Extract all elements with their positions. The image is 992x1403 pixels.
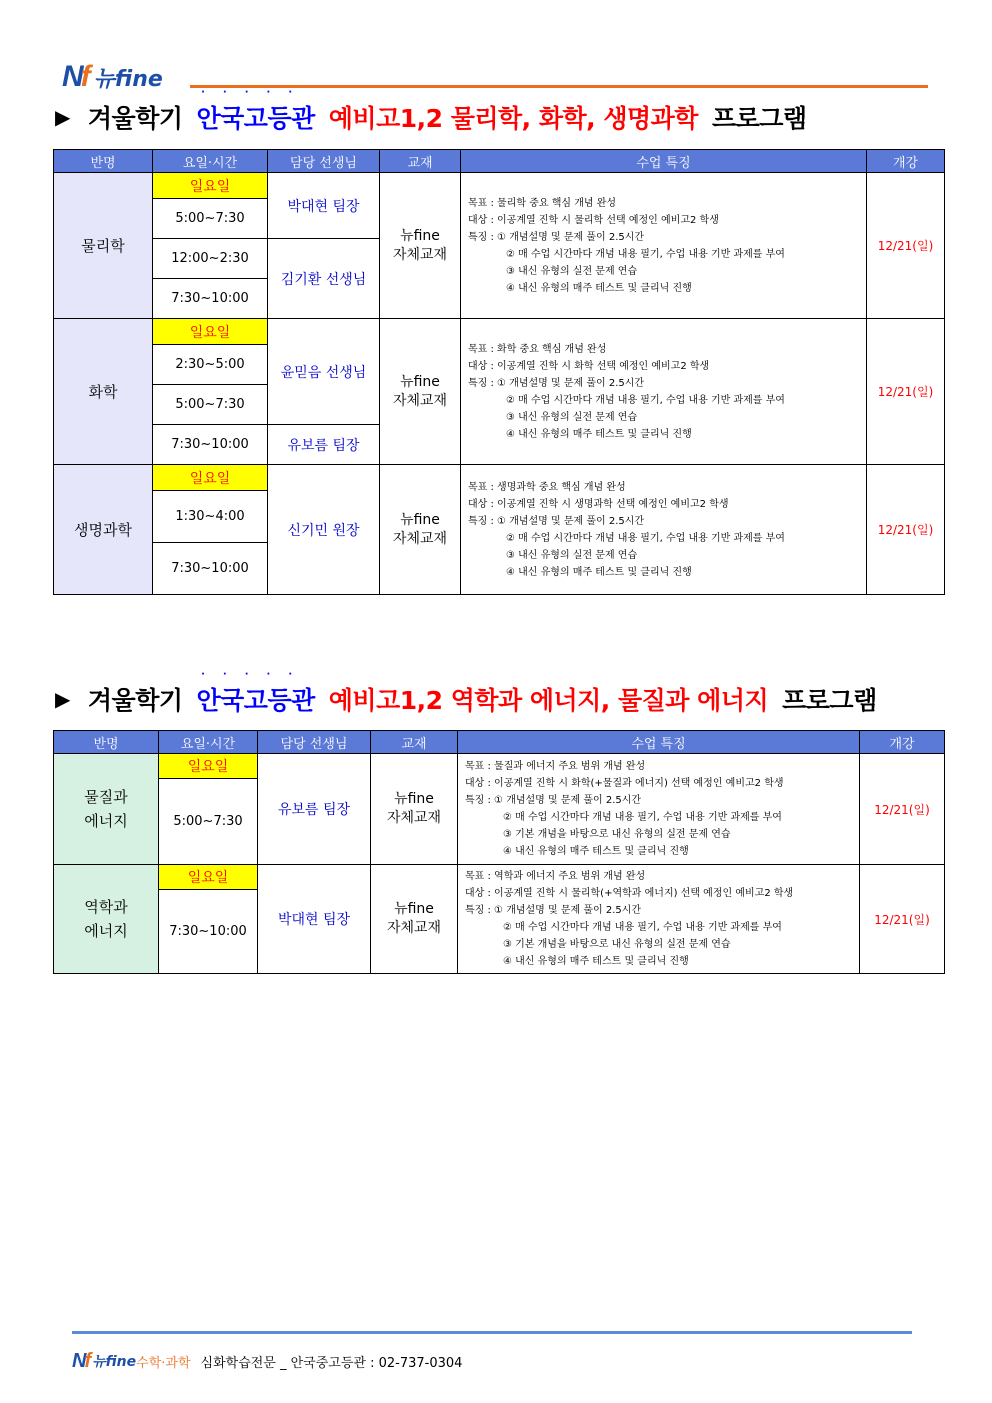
teacher-cell: 신기민 원장 [268, 465, 380, 595]
header-logo [62, 60, 163, 94]
open-date: 12/21(일) [867, 173, 945, 319]
emphasis-dots-icon: ····· [201, 669, 311, 680]
time-cell: 2:30~5:00 [153, 345, 268, 385]
teacher-cell: 윤믿음 선생님 [268, 319, 380, 425]
logo-mark: Nf [62, 60, 88, 93]
time-cell: 7:30~10:00 [153, 543, 268, 595]
logo-text: 뉴fine [93, 66, 163, 92]
table-row [54, 865, 945, 890]
header-class: 반명 [54, 731, 159, 754]
class-name: 역학과 에너지 [54, 865, 159, 974]
section2-title-branch: ····· 안국고등관 [196, 669, 315, 715]
book-cell: 뉴fine 자체교재 [380, 173, 461, 319]
class-name: 물질과 에너지 [54, 754, 159, 865]
time-cell: 12:00~2:30 [153, 239, 268, 279]
footer-subject: 수학·과학 [136, 1355, 191, 1371]
day-cell: 일요일 [153, 319, 268, 345]
section1-title-suffix: 프로그램 [711, 104, 807, 133]
footer-logo-text: 뉴fine [92, 1354, 137, 1370]
table-header-row [54, 731, 945, 754]
time-cell: 5:00~7:30 [153, 385, 268, 425]
header-book: 교재 [380, 150, 461, 173]
day-cell: 일요일 [159, 865, 258, 890]
time-cell: 7:30~10:00 [153, 425, 268, 465]
footer-divider [72, 1331, 912, 1334]
header-open: 개강 [860, 731, 945, 754]
teacher-cell: 박대현 팀장 [258, 865, 371, 974]
section1-title-prefix: 겨울학기 [87, 104, 183, 133]
header-teacher: 담당 선생님 [268, 150, 380, 173]
open-date: 12/21(일) [860, 865, 945, 974]
section2-title-prefix: 겨울학기 [87, 686, 183, 715]
header-book: 교재 [371, 731, 458, 754]
day-cell: 일요일 [153, 173, 268, 199]
triangle-bullet-icon: ▶ [55, 687, 70, 711]
book-cell: 뉴fine 자체교재 [371, 754, 458, 865]
footer-description: 심화학습전문 _ 안국중고등관 : 02-737-0304 [200, 1355, 463, 1371]
section1-title-branch: ····· 안국고등관 [196, 87, 315, 133]
features-cell: 목표 : 화학 중요 핵심 개념 완성 대상 : 이공계열 진학 시 화학 선택 예정인 예비고2 학생 특징 : ① 개념설명 및 문제 풀이 2.5시간 ② 매 수업 시간마다 개념 내용 필기, 수업 내용 기반 과제를 부여 ③ 내신 유형의 실전 문제 연습 ④ 내신 유형의 매주 테스트 및 클리닉 진행 [461, 319, 867, 465]
teacher-cell: 유보름 팀장 [268, 425, 380, 465]
header-features: 수업 특징 [461, 150, 867, 173]
features-cell: 목표 : 생명과학 중요 핵심 개념 완성 대상 : 이공계열 진학 시 생명과학 선택 예정인 예비고2 학생 특징 : ① 개념설명 및 문제 풀이 2.5시간 ② 매 수업 시간마다 개념 내용 필기, 수업 내용 기반 과제를 부여 ③ 내신 유형의 실전 문제 연습 ④ 내신 유형의 매주 테스트 및 클리닉 진행 [461, 465, 867, 595]
section1-title [55, 87, 807, 137]
footer-logo-mark: Nf [72, 1349, 90, 1372]
day-cell: 일요일 [159, 754, 258, 779]
triangle-bullet-icon: ▶ [55, 105, 70, 129]
class-name: 생명과학 [54, 465, 153, 595]
class-name: 화학 [54, 319, 153, 465]
teacher-cell: 김기환 선생님 [268, 239, 380, 319]
open-date: 12/21(일) [860, 754, 945, 865]
time-cell: 5:00~7:30 [153, 199, 268, 239]
time-cell: 5:00~7:30 [159, 779, 258, 865]
section2-title-suffix: 프로그램 [782, 686, 877, 715]
section2-title [55, 669, 877, 719]
features-cell: 목표 : 물질과 에너지 주요 범위 개념 완성 대상 : 이공계열 진학 시 화학(+물질과 에너지) 선택 예정인 예비고2 학생 특징 : ① 개념설명 및 문제 풀이 2.5시간 ② 매 수업 시간마다 개념 내용 필기, 수업 내용 기반 과제를 부여 ③ 기본 개념을 바탕으로 내신 유형의 실전 문제 연습 ④ 내신 유형의 매주 테스트 및 클리닉 진행 [458, 754, 860, 865]
header-teacher: 담당 선생님 [258, 731, 371, 754]
table-header-row [54, 150, 945, 173]
teacher-cell: 박대현 팀장 [268, 173, 380, 239]
section1-title-subject: 예비고1,2 물리학, 화학, 생명과학 [328, 104, 698, 133]
book-cell: 뉴fine 자체교재 [380, 465, 461, 595]
teacher-cell: 유보름 팀장 [258, 754, 371, 865]
time-cell: 7:30~10:00 [153, 279, 268, 319]
open-date: 12/21(일) [867, 465, 945, 595]
section2-title-subject: 예비고1,2 역학과 에너지, 물질과 에너지 [328, 686, 769, 715]
class-name: 물리학 [54, 173, 153, 319]
table-row [54, 754, 945, 779]
table-row [54, 173, 945, 199]
table-row [54, 465, 945, 491]
features-cell: 목표 : 역학과 에너지 주요 범위 개념 완성 대상 : 이공계열 진학 시 물리학(+역학과 에너지) 선택 예정인 예비고2 학생 특징 : ① 개념설명 및 문제 풀이 2.5시간 ② 매 수업 시간마다 개념 내용 필기, 수업 내용 기반 과제를 부여 ③ 기본 개념을 바탕으로 내신 유형의 실전 문제 연습 ④ 내신 유형의 매주 테스트 및 클리닉 진행 [458, 865, 860, 974]
section2-table [53, 730, 945, 974]
footer [72, 1350, 462, 1372]
header-class: 반명 [54, 150, 153, 173]
time-cell: 1:30~4:00 [153, 491, 268, 543]
time-cell: 7:30~10:00 [159, 890, 258, 974]
header-time: 요일·시간 [153, 150, 268, 173]
table-row [54, 319, 945, 345]
emphasis-dots-icon: ····· [201, 87, 311, 98]
header-open: 개강 [867, 150, 945, 173]
book-cell: 뉴fine 자체교재 [371, 865, 458, 974]
header-time: 요일·시간 [159, 731, 258, 754]
day-cell: 일요일 [153, 465, 268, 491]
section1-table [53, 149, 945, 595]
header-features: 수업 특징 [458, 731, 860, 754]
open-date: 12/21(일) [867, 319, 945, 465]
features-cell: 목표 : 물리학 중요 핵심 개념 완성 대상 : 이공계열 진학 시 물리학 선택 예정인 예비고2 학생 특징 : ① 개념설명 및 문제 풀이 2.5시간 ② 매 수업 시간마다 개념 내용 필기, 수업 내용 기반 과제를 부여 ③ 내신 유형의 실전 문제 연습 ④ 내신 유형의 매주 테스트 및 클리닉 진행 [461, 173, 867, 319]
book-cell: 뉴fine 자체교재 [380, 319, 461, 465]
